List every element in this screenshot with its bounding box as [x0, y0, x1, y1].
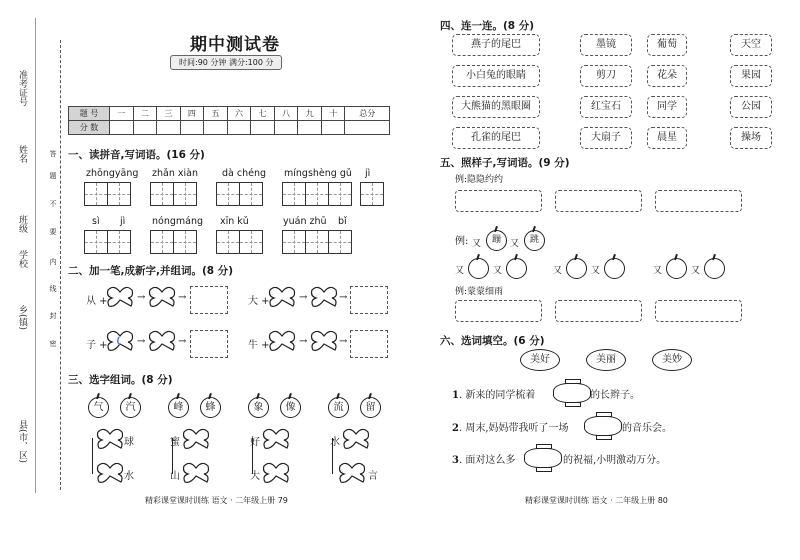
you-char: 又: [591, 266, 601, 276]
name-label: 姓名: [17, 145, 27, 163]
match-item[interactable]: 孔雀的尾巴: [452, 127, 540, 149]
sentence-3: [452, 451, 515, 466]
char-grid[interactable]: [84, 230, 130, 254]
butterfly-chain: [268, 330, 348, 352]
butterfly-chain: [268, 286, 348, 308]
exam-number-label: 准考证号: [17, 70, 27, 106]
seal-char: 密: [49, 340, 57, 347]
butterfly-blank[interactable]: [342, 428, 374, 450]
seal-char: 题: [49, 172, 57, 179]
score-header: 四: [180, 107, 204, 121]
seal-char: 封: [49, 312, 57, 319]
answer-box[interactable]: [350, 286, 388, 314]
county-label: 县(市、区): [17, 420, 27, 464]
town-label: 乡(镇): [17, 305, 27, 331]
butterfly-blank[interactable]: [182, 462, 214, 484]
match-item[interactable]: 天空: [730, 34, 772, 56]
butterfly-chain: [106, 286, 186, 308]
butterfly-blank[interactable]: [182, 428, 214, 450]
arrow: →: [137, 292, 146, 303]
match-item[interactable]: 大熊猫的黑眼圈: [452, 96, 540, 118]
q5-heading: 五、照样子,写词语。(9 分): [440, 157, 570, 169]
sentence-number: 1: [452, 390, 459, 401]
pinyin: zhōngyāng: [86, 168, 139, 179]
school-label: 学校: [17, 250, 27, 268]
right-footer: 精彩课堂课时训练 语文 · 二年级上册 80: [525, 496, 668, 505]
q4-heading: 四、连一连。(8 分): [440, 20, 535, 32]
match-item[interactable]: 葡萄: [647, 34, 687, 56]
lantern-blank[interactable]: [584, 416, 622, 436]
score-row-label: 分 数: [69, 121, 110, 135]
pinyin: bǐ: [338, 216, 347, 227]
lantern-blank[interactable]: [524, 448, 562, 468]
seal-char: 答: [49, 150, 57, 157]
seal-char: 线: [49, 285, 57, 292]
you-char: 又: [472, 239, 482, 249]
score-cell[interactable]: [227, 121, 251, 135]
match-item[interactable]: 红宝石: [580, 96, 632, 118]
score-cell[interactable]: [274, 121, 298, 135]
answer-box[interactable]: [455, 300, 542, 322]
you-char: 又: [553, 266, 563, 276]
word-char: 大: [250, 471, 260, 482]
exam-subtitle: 时间:90 分钟 满分:100 分: [170, 55, 282, 70]
score-header: 题 号: [69, 107, 110, 121]
char-grid[interactable]: [282, 230, 351, 254]
match-item[interactable]: 墨镜: [580, 34, 632, 56]
score-header: 九: [298, 107, 322, 121]
answer-box[interactable]: [655, 190, 742, 212]
word-option: 美妙: [652, 349, 692, 371]
seal-char: 内: [49, 258, 57, 265]
char-grid[interactable]: [84, 182, 130, 206]
score-header: 十: [321, 107, 345, 121]
char-grid[interactable]: [216, 182, 262, 206]
seal-char: 要: [49, 228, 57, 235]
score-header: 三: [157, 107, 181, 121]
sentence-text: 的祝福,小明激动万分。: [563, 455, 667, 466]
char-grid[interactable]: [360, 182, 383, 206]
answer-box[interactable]: [350, 330, 388, 358]
apple-char: 蹦: [486, 230, 507, 251]
score-cell[interactable]: [251, 121, 275, 135]
score-header: 七: [251, 107, 275, 121]
apple-char: 气: [88, 397, 109, 418]
apple-char: 蜂: [200, 397, 221, 418]
word-char: 水: [124, 471, 134, 482]
q2-item-char: 牛 +: [248, 340, 270, 351]
score-cell[interactable]: [298, 121, 322, 135]
page-title: 期中测试卷: [190, 35, 280, 55]
score-header: 五: [204, 107, 228, 121]
lantern-blank[interactable]: [553, 383, 591, 403]
match-item[interactable]: 同学: [647, 96, 687, 118]
butterfly-blank[interactable]: [338, 462, 370, 484]
arrow: →: [178, 336, 187, 347]
score-header: 六: [227, 107, 251, 121]
score-header: 一: [110, 107, 134, 121]
match-item[interactable]: 公园: [730, 96, 772, 118]
sentence-text: 的音乐会。: [622, 423, 672, 434]
pinyin: jì: [365, 168, 371, 179]
q6-heading: 六、选词填空。(6 分): [440, 335, 545, 347]
q2-item-char: 从 +: [86, 296, 108, 307]
arrow: →: [178, 292, 187, 303]
score-header: 八: [274, 107, 298, 121]
answer-box[interactable]: [555, 190, 642, 212]
word-char: 好: [250, 437, 260, 448]
word-char: 山: [170, 471, 180, 482]
match-item[interactable]: 花朵: [647, 65, 687, 87]
sentence-2: [452, 419, 569, 434]
seal-char: 不: [49, 200, 57, 207]
arrow: →: [137, 336, 146, 347]
answer-box[interactable]: [655, 300, 742, 322]
apple-blank[interactable]: [468, 258, 489, 279]
pinyin: zhǎn xiàn: [152, 168, 198, 179]
apple-char: 像: [280, 397, 301, 418]
score-cell[interactable]: [204, 121, 228, 135]
sentence-text: . 新来的同学梳着: [458, 390, 536, 401]
class-label: 班级: [17, 215, 27, 233]
apple-char: 汽: [120, 397, 141, 418]
match-item[interactable]: 燕子的尾巴: [452, 34, 540, 56]
score-header: 二: [133, 107, 157, 121]
apple-blank[interactable]: [566, 258, 587, 279]
pinyin: sì: [92, 216, 100, 227]
butterfly-blank[interactable]: [262, 462, 294, 484]
answer-box[interactable]: [190, 286, 228, 314]
word-option: 美丽: [586, 349, 626, 371]
match-item[interactable]: 操场: [730, 127, 772, 149]
score-cell[interactable]: [133, 121, 157, 135]
q2-heading: 二、加一笔,成新字,并组词。(8 分): [68, 265, 234, 277]
word-char: 蜜: [170, 437, 180, 448]
apple-char: 跳: [524, 230, 545, 251]
apple-char: 流: [328, 397, 349, 418]
char-grid[interactable]: [150, 182, 196, 206]
pinyin: jì: [120, 216, 126, 227]
sentence-text: . 周末,妈妈带我听了一场: [458, 423, 569, 434]
match-item[interactable]: 晨星: [647, 127, 687, 149]
pinyin: xīn kǔ: [220, 216, 249, 227]
apple-char: 象: [248, 397, 269, 418]
butterfly-blank[interactable]: [262, 428, 294, 450]
you-char: 又: [691, 266, 701, 276]
pinyin: nóngmáng: [152, 216, 204, 227]
q1-heading: 一、读拼音,写词语。(16 分): [68, 149, 205, 161]
word-option: 美好: [520, 349, 560, 371]
apple-blank[interactable]: [704, 258, 725, 279]
score-cell[interactable]: [345, 121, 390, 135]
answer-box[interactable]: [555, 300, 642, 322]
score-cell[interactable]: [157, 121, 181, 135]
apple-char: 峰: [168, 397, 189, 418]
word-char: 球: [124, 437, 134, 448]
word-char: 水: [330, 437, 340, 448]
q2-item-char: 子 +: [86, 340, 108, 351]
word-char: 言: [368, 471, 378, 482]
butterfly-chain: [106, 330, 186, 352]
left-footer: 精彩课堂课时训练 语文 · 二年级上册 79: [145, 496, 288, 505]
score-table: [68, 106, 390, 135]
apple-blank[interactable]: [666, 258, 687, 279]
match-item[interactable]: 果园: [730, 65, 772, 87]
q2-item-char: 大 +: [248, 296, 270, 307]
sentence-number: 3: [452, 455, 459, 466]
answer-box[interactable]: [190, 330, 228, 358]
apple-blank[interactable]: [604, 258, 625, 279]
example-text: 例:隐隐约约: [455, 175, 504, 185]
sentence-text: . 面对这么多: [458, 455, 516, 466]
arrow: →: [339, 336, 348, 347]
score-cell[interactable]: [110, 121, 134, 135]
score-cell[interactable]: [180, 121, 204, 135]
pinyin: míngshèng gǔ: [284, 168, 352, 179]
score-header: 总分: [345, 107, 390, 121]
pinyin: yuán zhū: [283, 216, 327, 227]
match-item[interactable]: 大扇子: [580, 127, 632, 149]
arrow: →: [299, 292, 308, 303]
arrow: →: [299, 336, 308, 347]
sentence-1: [452, 386, 535, 401]
char-grid[interactable]: [150, 230, 196, 254]
char-grid[interactable]: [216, 230, 262, 254]
char-grid[interactable]: [282, 182, 351, 206]
apple-char: 留: [360, 397, 381, 418]
example-label: 例:: [455, 236, 469, 247]
pinyin: dà chéng: [222, 168, 267, 179]
arrow: →: [339, 292, 348, 303]
score-cell[interactable]: [321, 121, 345, 135]
match-item[interactable]: 剪刀: [580, 65, 632, 87]
apple-blank[interactable]: [506, 258, 527, 279]
sentence-text: 的长辫子。: [590, 390, 640, 401]
answer-box[interactable]: [455, 190, 542, 212]
example-text: 例:蒙蒙细雨: [455, 287, 504, 297]
you-char: 又: [510, 239, 520, 249]
you-char: 又: [493, 266, 503, 276]
you-char: 又: [653, 266, 663, 276]
you-char: 又: [455, 266, 465, 276]
sentence-number: 2: [452, 423, 459, 434]
match-item[interactable]: 小白兔的眼睛: [452, 65, 540, 87]
q3-heading: 三、选字组词。(8 分): [68, 374, 173, 386]
